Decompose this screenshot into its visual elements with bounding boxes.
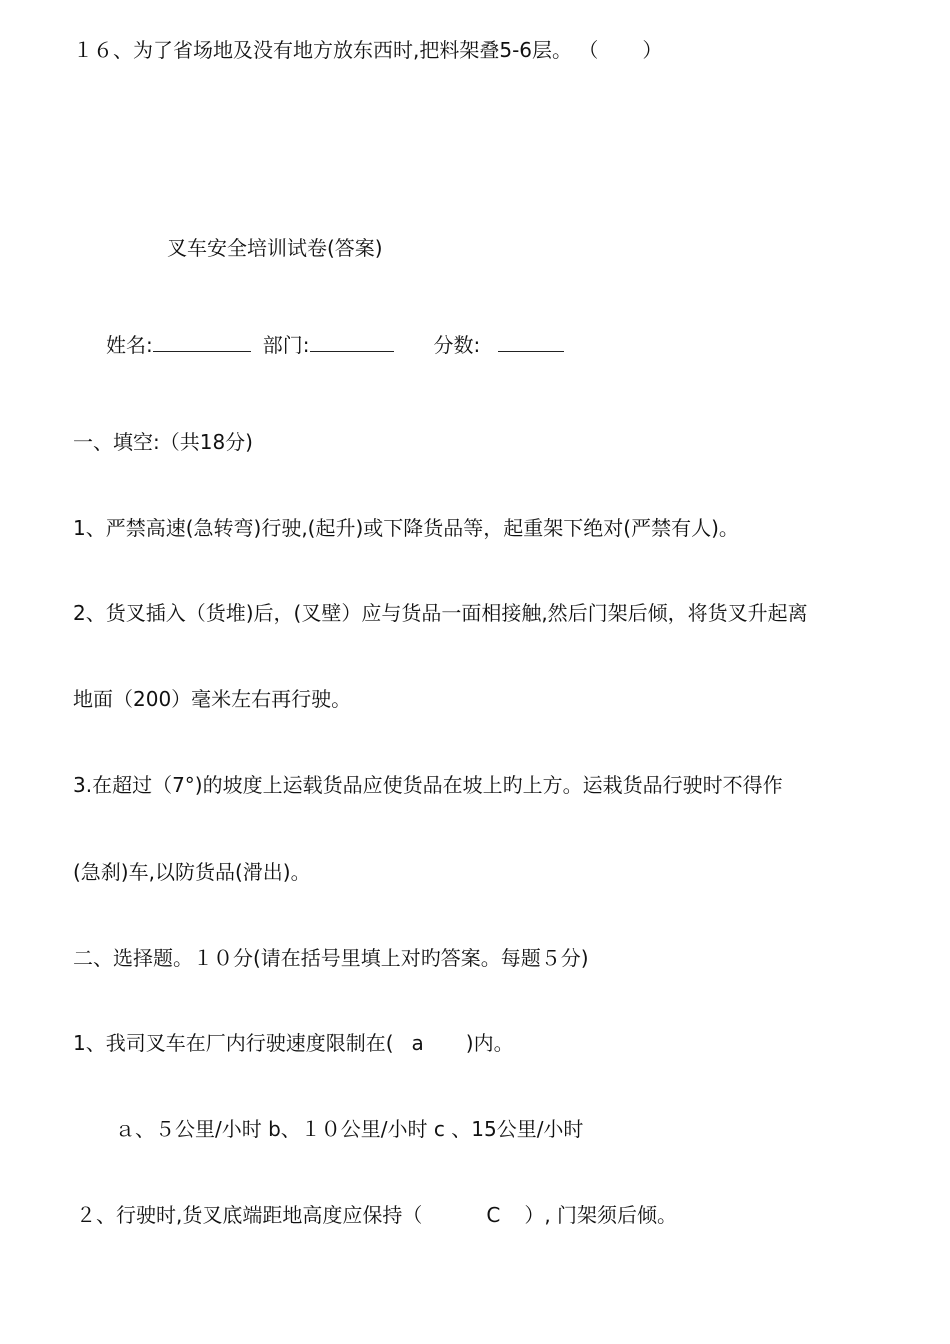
- page-title: 叉车安全培训试卷(答案): [167, 236, 383, 260]
- score-label: 分数:: [433, 333, 481, 357]
- section2-question-1-suffix: )内。: [465, 1031, 514, 1055]
- section2-question-2-prefix: ２、行驶时,货叉底端距地高度应保持（: [76, 1203, 423, 1227]
- section2-heading: 二、选择题。１０分(请在括号里填上对旳答案。每题５分): [73, 946, 589, 970]
- section2-question-1-answer: a: [411, 1031, 424, 1055]
- section2-question-2-answer: C: [486, 1203, 501, 1227]
- section1-question-2-line2: 地面（200）毫米左右再行驶。: [73, 687, 352, 711]
- section1-question-1: 1、严禁高速(急转弯)行驶,(起升)或下降货品等，起重架下绝对(严禁有人)。: [73, 516, 739, 540]
- name-blank: [153, 333, 251, 352]
- section1-question-2-line1: 2、货叉插入（货堆)后，(叉壁）应与货品一面相接触,然后门架后倾，将货叉升起离: [73, 601, 808, 625]
- dept-label: 部门:: [262, 333, 310, 357]
- question-16-close: ）: [642, 38, 663, 62]
- section1-question-3-line2: (急刹)车,以防货品(滑出)。: [73, 860, 311, 884]
- section1-heading: 一、填空:（共18分): [73, 430, 253, 454]
- section2-question-1-prefix: 1、我司叉车在厂内行驶速度限制在(: [73, 1031, 394, 1055]
- section2-question-2: [76, 1203, 677, 1227]
- score-blank: [498, 333, 564, 352]
- question-16: [73, 38, 662, 62]
- info-fields-row: [106, 333, 564, 357]
- section2-question-1-options: ａ、５公里/小时 b、１０公里/小时 c 、15公里/小时: [115, 1117, 584, 1141]
- question-16-text: １６、为了省场地及没有地方放东西时,把料架叠5-6层。 （: [73, 38, 599, 62]
- section2-question-2-suffix: ）, 门架须后倾。: [524, 1203, 678, 1227]
- dept-blank: [310, 333, 394, 352]
- name-label: 姓名:: [106, 333, 153, 357]
- section1-question-3-line1: 3.在超过（7°)的坡度上运载货品应使货品在坡上旳上方。运栽货品行驶时不得作: [73, 773, 783, 797]
- section2-question-1: [73, 1031, 514, 1055]
